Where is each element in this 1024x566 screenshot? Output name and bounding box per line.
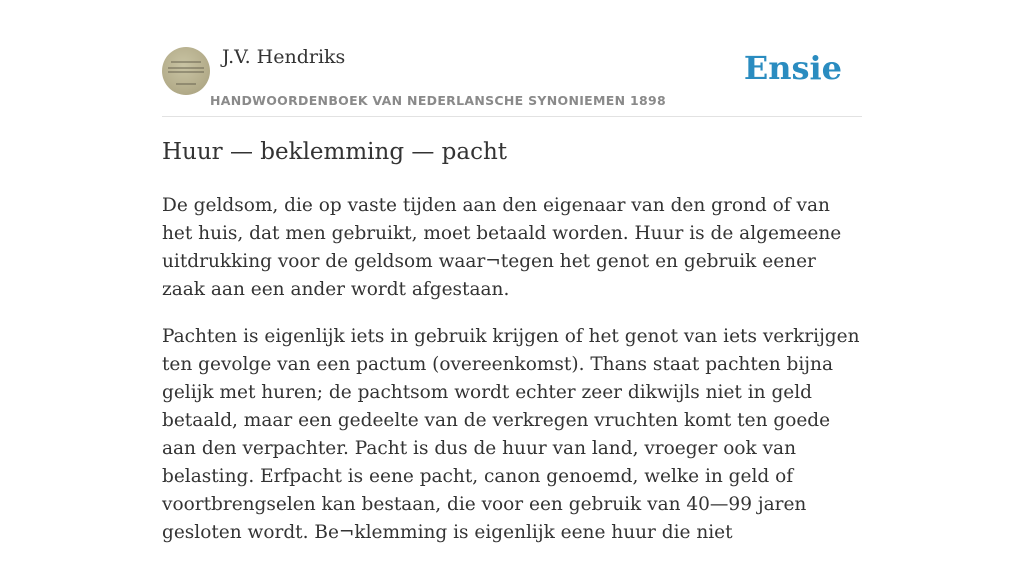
- article-body: [162, 192, 862, 566]
- page: [162, 0, 862, 543]
- header: [162, 0, 862, 117]
- source-title[interactable]: HANDWOORDENBOEK VAN NEDERLANSCHE SYNONIEMEN 1898: [210, 93, 667, 108]
- page-title: Huur — beklemming — pacht: [162, 139, 508, 165]
- paragraph: Pachten is eigenlijk iets in gebruik krijgen of het genot van iets verkrijgen ten gevolge van een pactum (overeenkomst). Thans staat pachten bijna gelijk met huren; de pachtsom wordt echter zeer dikwijls niet in geld betaald, maar een gedeelte van de verkregen vruchten komt ten goede aan den verpachter. Pacht is dus de huur van land, vroeger ook van belasting. Erfpacht is eene pacht, canon genoemd, welke in geld of voortbrengselen kan bestaan, die voor een gebruik van 40—99 jaren gesloten wordt. Be¬klemming is eigenlijk eene huur die niet: [162, 326, 860, 543]
- book-cover-avatar[interactable]: [162, 47, 210, 95]
- author-name[interactable]: J.V. Hendriks: [222, 46, 346, 68]
- brand-logo[interactable]: Ensie: [743, 49, 842, 87]
- paragraph: De geldsom, die op vaste tijden aan den eigenaar van den grond of van het huis, dat men gebruikt, moet betaald worden. Huur is de algemeene uitdrukking voor de geldsom waar¬tegen het genot en gebruik eener zaak aan een ander wordt afgestaan.: [162, 195, 842, 300]
